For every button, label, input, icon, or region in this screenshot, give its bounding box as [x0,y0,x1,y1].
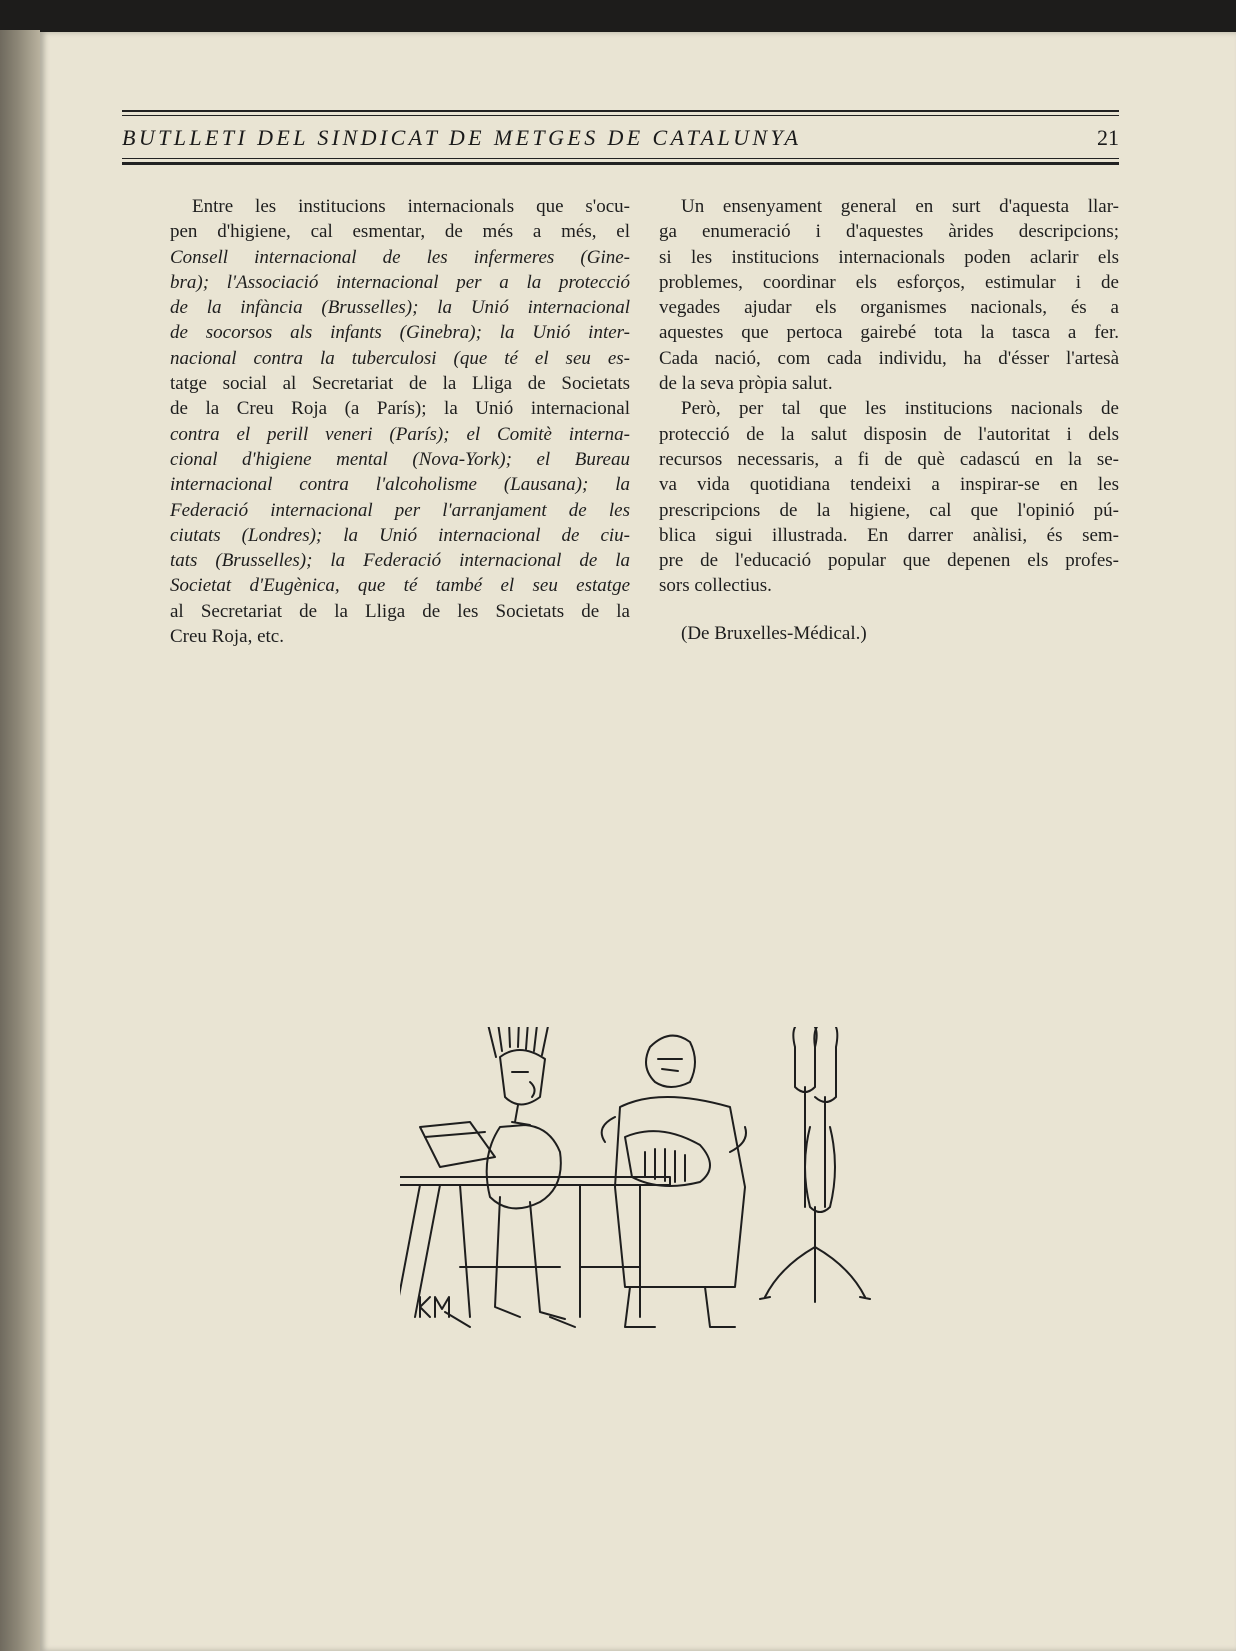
header-rule-top [122,110,1119,112]
artist-signature-icon [420,1297,449,1317]
text-line: si les institucions internacionals poden aclarir els [659,246,1119,268]
header-rule-top-thin [122,115,1119,116]
text-line: internacional contra l'alcoholisme (Lausana); la [170,474,630,496]
text-line: pre de l'educació popular que depenen els profes- [659,550,1119,572]
text-line: ga enumeració i d'aquestes àrides descripcions; [659,221,1119,243]
source-citation: (De Bruxelles-Médical.) [681,622,867,644]
text-line: Federació internacional per l'arranjament de les [170,499,630,521]
text-line: Creu Roja, etc. [170,626,284,648]
text-line: al Secretariat de la Lliga de les Societats de la [170,600,630,622]
irrigator-stand [760,1027,870,1302]
text-line: protecció de la salut disposin de l'autoritat i dels [659,423,1119,445]
text-line: de la seva pròpia salut. [659,373,833,395]
text-line: vegades ajudar els organismes nacionals, és a [659,297,1119,319]
text-line: Societat d'Eugènica, que té també el seu estatge [170,575,630,597]
text-line: aquestes que pertoca gairebé tota la tasca a fer. [659,322,1119,344]
text-line: de la infància (Brusselles); la Unió internacional [170,297,630,319]
page-number: 21 [1097,125,1119,150]
text-line: de socorsos als infants (Ginebra); la Unió inter- [170,322,630,344]
text-line: Consell internacional de les infermeres (Gine- [170,246,630,268]
text-line: tatge social al Secretariat de la Lliga de Societats [170,373,630,395]
text-line: problemes, coordinar els esforços, estimular i de [659,271,1119,293]
text-line: bra); l'Associació internacional per a la protecció [170,271,630,293]
text-line: blica sigui illustrada. En darrer anàlisi, és sem- [659,524,1119,546]
doctor-figure [602,1036,746,1327]
text-line: Cada nació, com cada individu, ha d'ésser l'artesà [659,347,1119,369]
text-line: va vida quotidiana tendeixi a inspirar-se en les [659,474,1119,496]
text-line: Però, per tal que les institucions nacionals de [681,398,1119,420]
cartoon-doctor-patient-icon [400,1027,900,1402]
journal-title: BUTLLETI DEL SINDICAT DE METGES DE CATALUNYA [122,125,802,150]
text-line: tats (Brusselles); la Federació internacional de la [170,550,630,572]
text-line: ciutats (Londres); la Unió internacional de ciu- [170,524,630,546]
left-column [170,194,630,649]
text-line: recursos necessaris, a fi de què cadascú en la se- [659,448,1119,470]
header-rule-bottom-thin [122,158,1119,159]
text-line: cional d'higiene mental (Nova-York); el Bureau [170,448,630,470]
running-header [122,120,1119,156]
text-line: prescripcions de la higiene, cal que l'opinió pú- [659,499,1119,521]
page-gutter-edge [0,30,40,1651]
text-line: contra el perill veneri (París); el Comitè interna- [170,423,630,445]
text-line: de la Creu Roja (a París); la Unió internacional [170,398,630,420]
text-line: Un ensenyament general en surt d'aquesta llar- [681,196,1119,217]
document-page [40,32,1236,1651]
text-line: pen d'higiene, cal esmentar, de més a més, el [170,221,630,243]
text-line: nacional contra la tuberculosi (que té el seu es- [170,347,630,369]
header-rule-bottom [122,162,1119,165]
text-line: sors collectius. [659,575,772,597]
text-line: Entre les institucions internacionals que s'ocu- [192,196,630,217]
right-column [659,194,1119,646]
